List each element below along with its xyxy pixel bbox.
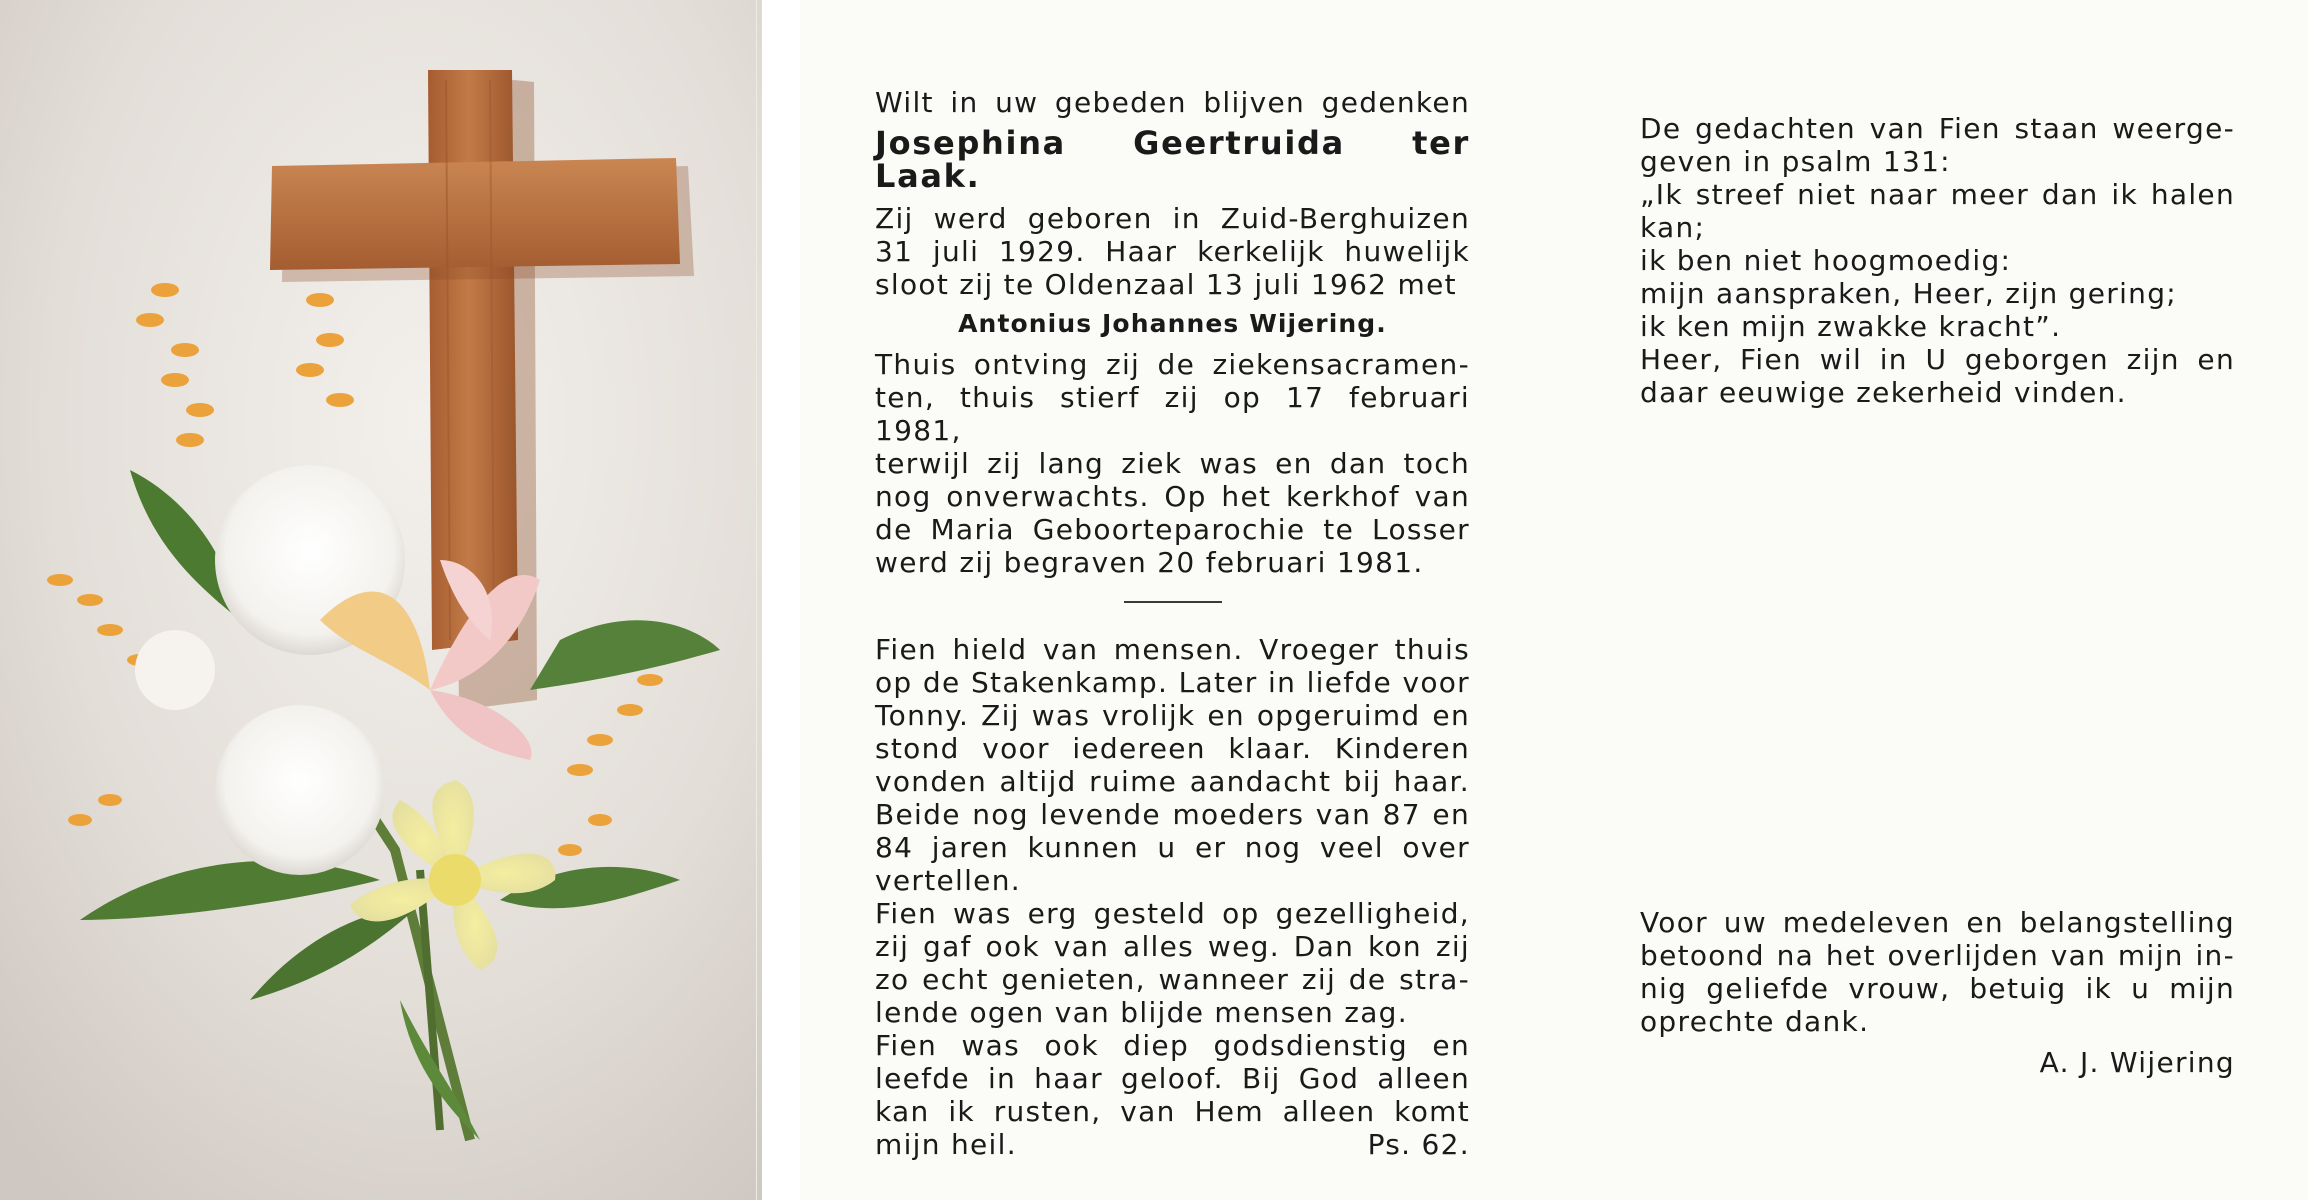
thanks-line: betoond na het overlijden van mijn in- (1640, 939, 2235, 972)
cross-flowers-illustration (0, 0, 762, 1200)
thanks-line: Voor uw medeleven en belangstelling (1640, 906, 2235, 939)
memory-line: vonden altijd ruime aandacht bij haar. (875, 765, 1470, 798)
psalm-line: geven in psalm 131: (1640, 145, 1951, 178)
psalm-line: De gedachten van Fien staan weerge- (1640, 112, 2235, 145)
birth-line: 31 juli 1929. Haar kerkelijk huwelijk (875, 235, 1470, 268)
birth-line: Zij werd geboren in Zuid-Berghuizen (875, 202, 1470, 235)
psalm-line: ik ken mijn zwakke kracht”. (1640, 310, 2062, 343)
psalm-reference: Ps. 62. (1367, 1128, 1470, 1161)
deceased-name: Josephina Geertruida ter Laak. (875, 124, 1470, 195)
final-line: mijn heil. (875, 1128, 1017, 1161)
closing-row (875, 1128, 1470, 1161)
obituary-column (875, 86, 1470, 1161)
death-line: nog onverwachts. Op het kerkhof van (875, 480, 1470, 513)
fold-line (756, 0, 757, 1200)
memory-line: Tonny. Zij was vrolijk en opgeruimd en (875, 699, 1470, 732)
memory-line: op de Stakenkamp. Later in liefde voor (875, 666, 1470, 699)
death-line: werd zij begraven 20 februari 1981. (875, 546, 1424, 579)
memorial-text-card (800, 0, 2308, 1200)
memory-line: Beide nog levende moeders van 87 en (875, 798, 1470, 831)
memory-line: Fien hield van mensen. Vroeger thuis (875, 633, 1470, 666)
birth-line: sloot zij te Oldenzaal 13 juli 1962 met (875, 268, 1457, 301)
psalm-column (1640, 112, 2235, 409)
thanks-line: nig geliefde vrouw, betuig ik u mijn (1640, 972, 2235, 1005)
thanks-block (1640, 906, 2235, 1079)
memory-line: kan ik rusten, van Hem alleen komt (875, 1095, 1470, 1128)
memory-line: stond voor iedereen klaar. Kinderen (875, 732, 1470, 765)
memory-line: Fien was erg gesteld op gezelligheid, (875, 897, 1470, 930)
memory-line: zij gaf ook van alles weg. Dan kon zij (875, 930, 1470, 963)
psalm-line: ik ben niet hoogmoedig: (1640, 244, 2012, 277)
psalm-line: Heer, Fien wil in U geborgen zijn en (1640, 343, 2235, 376)
signature: A. J. Wijering (2039, 1046, 2235, 1079)
death-line: terwijl zij lang ziek was en dan toch (875, 447, 1470, 480)
memory-line: zo echt genieten, wanneer zij de stra- (875, 963, 1470, 996)
memory-line: Fien was ook diep godsdienstig en (875, 1029, 1470, 1062)
psalm-line: daar eeuwige zekerheid vinden. (1640, 376, 2127, 409)
death-line: Thuis ontving zij de ziekensacramen- (875, 348, 1470, 381)
spouse-name: Antonius Johannes Wijering. (958, 309, 1387, 338)
memory-line: lende ogen van blijde mensen zag. (875, 996, 1408, 1029)
death-line: de Maria Geboorteparochie te Losser (875, 513, 1470, 546)
psalm-line: „Ik streef niet naar meer dan ik halen (1640, 178, 2235, 211)
thanks-line: oprechte dank. (1640, 1005, 1870, 1038)
memory-line: 84 jaren kunnen u er nog veel over (875, 831, 1470, 864)
section-separator (1124, 601, 1222, 603)
memory-line: vertellen. (875, 864, 1021, 897)
memory-line: leefde in haar geloof. Bij God alleen (875, 1062, 1470, 1095)
death-line: ten, thuis stierf zij op 17 februari 1981, (875, 381, 1470, 447)
psalm-line: kan; (1640, 211, 1706, 244)
photo-card (0, 0, 762, 1200)
intro-line: Wilt in uw gebeden blijven gedenken (875, 86, 1470, 119)
psalm-line: mijn aanspraken, Heer, zijn gering; (1640, 277, 2178, 310)
